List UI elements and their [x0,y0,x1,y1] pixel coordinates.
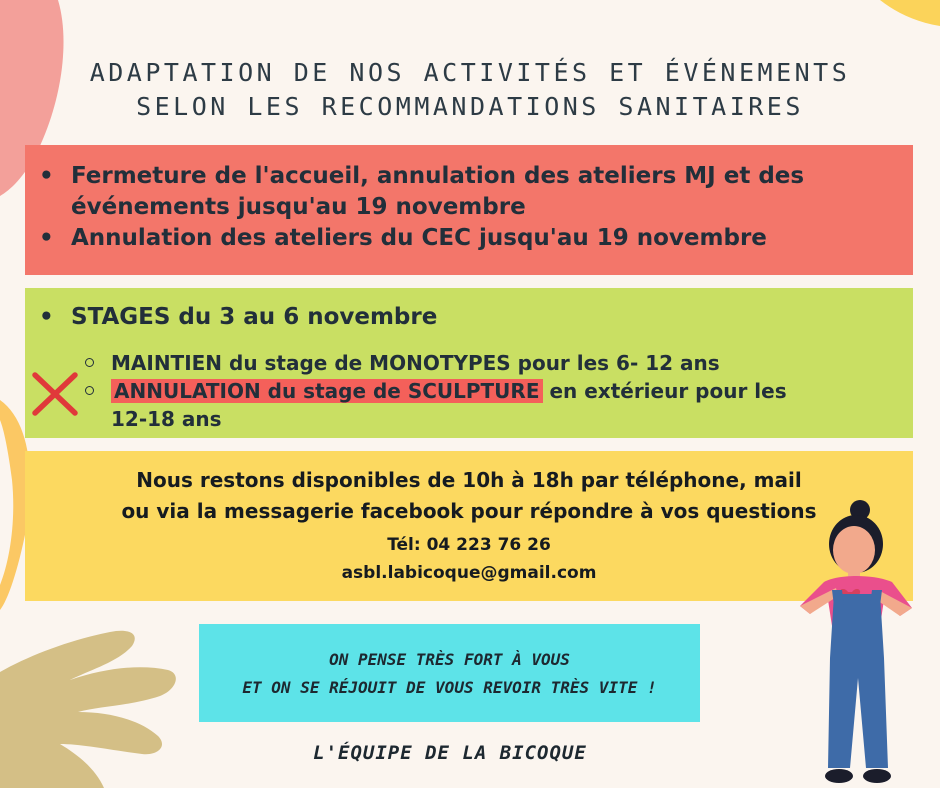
contact-details [25,531,913,587]
contact-line-1: Nous restons disponibles de 10h à 18h par téléphone, mail [136,468,802,492]
contact-availability [25,465,913,527]
stage-monotypes-text: MAINTIEN du stage de MONOTYPES pour les 6- 12 ans [111,351,720,375]
contact-email[interactable]: asbl.labicoque@gmail.com [341,563,597,583]
closure-item-cec [25,223,913,254]
stages-title: STAGES du 3 au 6 novembre [71,304,438,330]
message-box [199,624,700,722]
circle-bullet-icon [85,358,94,367]
message-text [199,646,700,702]
contact-box [25,451,913,601]
contact-phone[interactable]: Tél: 04 223 76 26 [387,535,551,555]
stage-sculpture-text: en extérieur pour les [542,379,787,403]
stage-sculpture [71,377,913,433]
leaf-decoration [0,631,176,788]
closure-item-reception-line-2: événements jusqu'au 19 novembre [71,194,526,220]
title-line-2: SELON LES RECOMMANDATIONS SANITAIRES [136,92,804,121]
closure-item-cec-suffix: novembre [628,225,767,251]
signature: L'ÉQUIPE DE LA BICOQUE [313,742,587,764]
message-line-2: ET ON SE RÉJOUIT DE VOUS REVOIR TRÈS VITE ! [242,678,657,697]
closure-announcement-box [25,145,913,275]
bullet-icon: • [39,304,54,330]
closure-item-cec-text: Annulation des ateliers du CEC jusqu'au [71,225,597,251]
title-line-1: ADAPTATION DE NOS ACTIVITÉS ET ÉVÉNEMENTS [89,58,851,87]
contact-line-2: ou via la messagerie facebook pour répondre à vos questions [121,499,817,523]
stage-sculpture-cancel-highlight: ANNULATION du stage de SCULPTURE [111,379,543,403]
circle-bullet-icon [85,386,94,395]
stages-sub-list [71,335,913,433]
yellow-arc-decoration [862,0,940,26]
x-mark-icon [31,371,79,417]
stages-item [25,302,913,433]
bullet-icon: • [39,225,54,251]
stage-monotypes [71,349,913,377]
closure-list [25,145,913,254]
closure-item-reception-line-1: Fermeture de l'accueil, annulation des ateliers MJ et des [71,163,805,189]
page-title [0,56,940,124]
stages-list [25,288,913,433]
stage-sculpture-age: 12-18 ans [111,407,222,431]
woman-heart-hands-illustration [788,498,928,788]
closure-item-reception [25,161,913,223]
message-line-1: ON PENSE TRÈS FORT À VOUS [329,650,570,669]
bullet-icon: • [39,163,54,189]
stages-box [25,288,913,438]
highlighted-date-number: 19 [597,223,629,254]
